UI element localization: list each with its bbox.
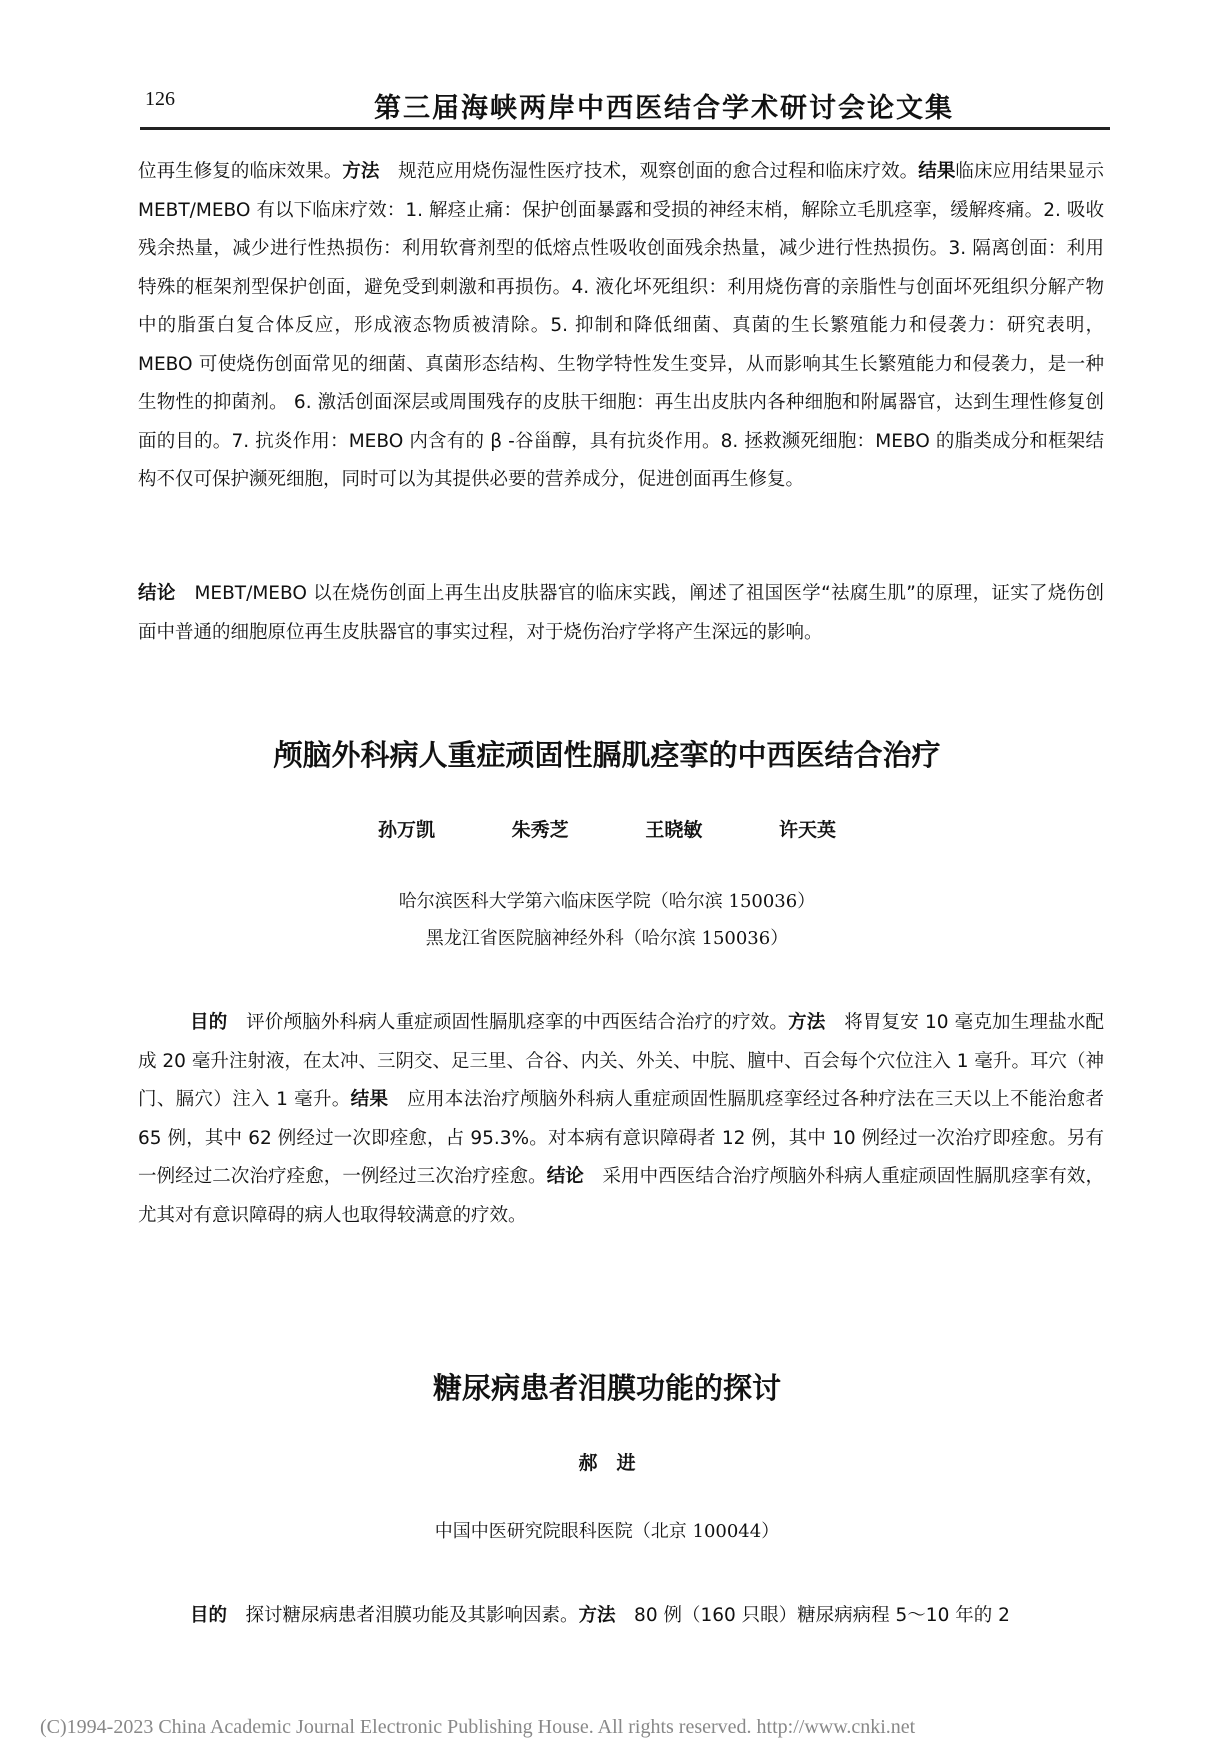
article2-method-text: 将胃复安 10 毫克加生理盐水配成 20 毫升注射液，在太冲、三阴交、足三里、合谷、内关、外关、中脘、膻中、百会每个穴位注入 1 毫升。耳穴（神门、膈穴）注入 1 毫升。 <box>138 1012 1104 1110</box>
article2-method-label: 方法 <box>788 1012 826 1033</box>
header-rule <box>140 127 1110 130</box>
article3-method-label: 方法 <box>578 1605 616 1626</box>
article2-author-4: 许天英 <box>778 819 836 841</box>
article1-result-text: 临床应用结果显示 MEBT/MEBO 有以下临床疗效：1. 解痉止痛：保护创面暴露和受损的神经末梢，解除立毛肌痉挛，缓解疼痛。2. 吸收残余热量，减少进行性热损伤：利用软膏剂型的低熔点性吸收创面残余热量，减少进行性热损伤。3. 隔离创面：利用特殊的框架剂型保护创面，避免受到刺激和再损伤。4. 液化坏死组织：利用烧伤膏的亲脂性与创面坏死组织分解产物中的脂蛋白复合体反应，形成液态物质被清除。5. 抑制和降低细菌、真菌的生长繁殖能力和侵袭力：研究表明，MEBO 可使烧伤创面常见的细菌、真菌形态结构、生物学特性发生变异，从而影响其生长繁殖能力和侵袭力，是一种生物性的抑菌剂。 6. 激活创面深层或周围残存的皮肤干细胞：再生出皮肤内各种细胞和附属器官，达到生理性修复创面的目的。7. 抗炎作用：MEBO 内含有的 β -谷甾醇，具有抗炎作用。8. 拯救濒死细胞：MEBO 的脂类成分和框架结构不仅可保护濒死细胞，同时可以为其提供必要的营养成分，促进创面再生修复。 <box>138 161 1104 490</box>
article1-method-text: 规范应用烧伤湿性医疗技术，观察创面的愈合过程和临床疗效。 <box>379 161 919 182</box>
article2-affiliation-2: 黑龙江省医院脑神经外科（哈尔滨 150036） <box>425 928 789 949</box>
article3-objective-text: 探讨糖尿病患者泪膜功能及其影响因素。 <box>227 1605 579 1626</box>
article3-authors <box>0 1448 1214 1475</box>
copyright-footer: (C)1994-2023 China Academic Journal Electronic Publishing House. All rights reserved. http://www.cnki.net <box>40 1716 916 1738</box>
article2-authors <box>0 815 1214 842</box>
article2-result-text: 应用本法治疗颅脑外科病人重症顽固性膈肌痉挛经过各种疗法在三天以上不能治愈者 65 例，其中 62 例经过一次即痊愈，占 95.3%。对本病有意识障碍者 12 例，其中 10 例经过一次治疗即痊愈。另有一例经过二次治疗痊愈，一例经过三次治疗痊愈。 <box>138 1089 1104 1187</box>
running-title: 第三届海峡两岸中西医结合学术研讨会论文集 <box>374 93 954 124</box>
article3-objective-label: 目的 <box>190 1605 228 1626</box>
article1-method-label: 方法 <box>342 161 380 182</box>
page-number: 126 <box>145 88 175 110</box>
article2-author-3: 王晓敏 <box>645 819 703 841</box>
article2-conclusion-label: 结论 <box>546 1166 584 1187</box>
article2-title: 颅脑外科病人重症顽固性膈肌痉挛的中西医结合治疗 <box>273 738 941 772</box>
article1-text-pre: 位再生修复的临床效果。 <box>138 161 343 182</box>
article2-author-2: 朱秀芝 <box>511 819 569 841</box>
article2-abstract <box>138 1004 1104 1235</box>
article3-author-1: 郝 进 <box>578 1452 636 1474</box>
article1-result-label: 结果 <box>918 161 956 182</box>
article2-objective-text: 评价颅脑外科病人重症顽固性膈肌痉挛的中西医结合治疗的疗效。 <box>227 1012 789 1033</box>
article1-conclusion-text: MEBT/MEBO 以在烧伤创面上再生出皮肤器官的临床实践，阐述了祖国医学“祛腐生肌”的原理，证实了烧伤创面中普通的细胞原位再生皮肤器官的事实过程，对于烧伤治疗学将产生深远的影响。 <box>138 583 1104 643</box>
article1-conclusion-paragraph <box>138 575 1104 652</box>
article1-results-paragraph <box>138 153 1104 500</box>
article3-abstract <box>138 1597 1104 1636</box>
article1-conclusion-label: 结论 <box>138 583 176 604</box>
article3-title: 糖尿病患者泪膜功能的探讨 <box>432 1371 781 1405</box>
article2-result-label: 结果 <box>350 1089 389 1110</box>
article2-objective-label: 目的 <box>190 1012 228 1033</box>
article2-affiliation-1: 哈尔滨医科大学第六临床医学院（哈尔滨 150036） <box>398 891 816 912</box>
article3-affiliation-1: 中国中医研究院眼科医院（北京 100044） <box>434 1521 780 1542</box>
article2-conclusion-text: 采用中西医结合治疗颅脑外科病人重症顽固性膈肌痉挛有效，尤其对有意识障碍的病人也取得较满意的疗效。 <box>138 1166 1104 1226</box>
article3-method-text: 80 例（160 只眼）糖尿病病程 5～10 年的 2 <box>615 1605 1010 1626</box>
article2-author-1: 孙万凯 <box>378 819 436 841</box>
